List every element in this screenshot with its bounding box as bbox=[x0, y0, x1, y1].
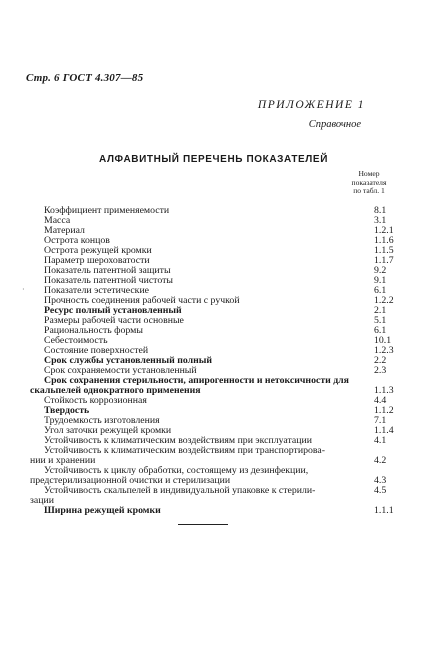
entry-number: 1.1.3 bbox=[374, 385, 394, 396]
entry-number: 6.1 bbox=[374, 285, 387, 296]
entry-text: Острота концов bbox=[44, 235, 110, 246]
column-header-line: Номер bbox=[358, 169, 380, 178]
entry-text: нии и хранении bbox=[30, 455, 96, 466]
entry-number: 9.2 bbox=[374, 265, 387, 276]
entry-text: Устойчивость к климатическим воздействиям при эксплуатации bbox=[44, 435, 312, 446]
entry-text: Параметр шероховатости bbox=[44, 255, 150, 266]
entry-number: 4.1 bbox=[374, 435, 387, 446]
entry-number: 3.1 bbox=[374, 215, 387, 226]
entry-number: 4.5 bbox=[374, 485, 387, 496]
entry-number: 7.1 bbox=[374, 415, 387, 426]
entry-text: Коэффициент применяемости bbox=[44, 205, 170, 216]
appendix-title: ПРИЛОЖЕНИЕ 1 bbox=[257, 99, 365, 111]
entry-number: 5.1 bbox=[374, 315, 387, 326]
entry-text: Ресурс полный установленный bbox=[44, 305, 182, 316]
entry-text: Размеры рабочей части основные bbox=[44, 315, 184, 326]
entry-text: Твердость bbox=[44, 405, 90, 416]
entry-number: 4.4 bbox=[374, 395, 387, 406]
entry-text: Срок сохранения стерильности, апирогенности и нетоксичности для bbox=[44, 375, 349, 386]
entry-text: Устойчивость скальпелей в индивидуальной упаковке к стерили- bbox=[44, 485, 316, 496]
page-header: Стр. 6 ГОСТ 4.307—85 bbox=[26, 72, 144, 84]
entry-text: Угол заточки режущей кромки bbox=[44, 425, 172, 436]
entry-text: Стойкость коррозионная bbox=[44, 395, 147, 406]
document-title: АЛФАВИТНЫЙ ПЕРЕЧЕНЬ ПОКАЗАТЕЛЕЙ bbox=[99, 154, 328, 165]
entry-number: 8.1 bbox=[374, 205, 387, 216]
entry-text: Состояние поверхностей bbox=[44, 345, 149, 356]
entry-text: Прочность соединения рабочей части с ручкой bbox=[44, 295, 240, 306]
entry-text: Устойчивость к климатическим воздействиям при транспортирова- bbox=[44, 445, 325, 456]
entry-text: Показатель патентной защиты bbox=[44, 265, 171, 276]
entry-number: 1.1.1 bbox=[374, 505, 394, 516]
column-header-line: показателя bbox=[351, 177, 387, 187]
entry-text: Себестоимость bbox=[44, 335, 108, 346]
entry-text: Устойчивость к циклу обработки, состоящему из дезинфекции, bbox=[44, 465, 309, 476]
entry-number: 1.2.3 bbox=[374, 345, 394, 356]
entry-number: 2.3 bbox=[374, 365, 387, 376]
entry-text: скальпелей однократного применения bbox=[30, 385, 201, 396]
entry-text: Рациональность формы bbox=[44, 325, 143, 336]
entry-text: Срок службы установленный полный bbox=[44, 355, 213, 366]
entry-text: Показатель патентной чистоты bbox=[44, 275, 173, 286]
entry-number: 1.1.2 bbox=[374, 405, 394, 416]
entry-text: предстерилизационной очистки и стерилизации bbox=[30, 475, 231, 486]
entry-number: 1.1.6 bbox=[374, 235, 394, 246]
entry-text: Трудоемкость изготовления bbox=[44, 415, 160, 426]
entry-number: 1.1.5 bbox=[374, 245, 394, 256]
entry-number: 2.1 bbox=[374, 305, 387, 316]
entry-number: 1.1.4 bbox=[374, 425, 394, 436]
entry-text: зации bbox=[30, 495, 54, 506]
entry-text: Срок сохраняемости установленный bbox=[44, 365, 197, 376]
entry-number: 4.2 bbox=[374, 455, 387, 466]
entry-text: Материал bbox=[44, 225, 85, 236]
entry-number: 2.2 bbox=[374, 355, 387, 366]
entry-number: 1.1.7 bbox=[374, 255, 394, 266]
entry-number: 9.1 bbox=[374, 275, 387, 286]
side-mark: · bbox=[22, 285, 25, 294]
entry-text: Острота режущей кромки bbox=[44, 245, 152, 256]
entry-number: 1.2.1 bbox=[374, 225, 394, 236]
entry-number: 10.1 bbox=[374, 335, 392, 346]
entry-number: 1.2.2 bbox=[374, 295, 394, 306]
entry-text: Показатели эстетические bbox=[44, 285, 150, 296]
entry-text: Ширина режущей кромки bbox=[44, 505, 161, 516]
column-header-line: по табл. 1 bbox=[353, 186, 385, 196]
appendix-subtitle: Справочное bbox=[308, 119, 361, 130]
footer-rule bbox=[178, 524, 228, 525]
entry-text: Масса bbox=[44, 215, 71, 226]
entry-number: 6.1 bbox=[374, 325, 387, 336]
entry-number: 4.3 bbox=[374, 475, 387, 486]
